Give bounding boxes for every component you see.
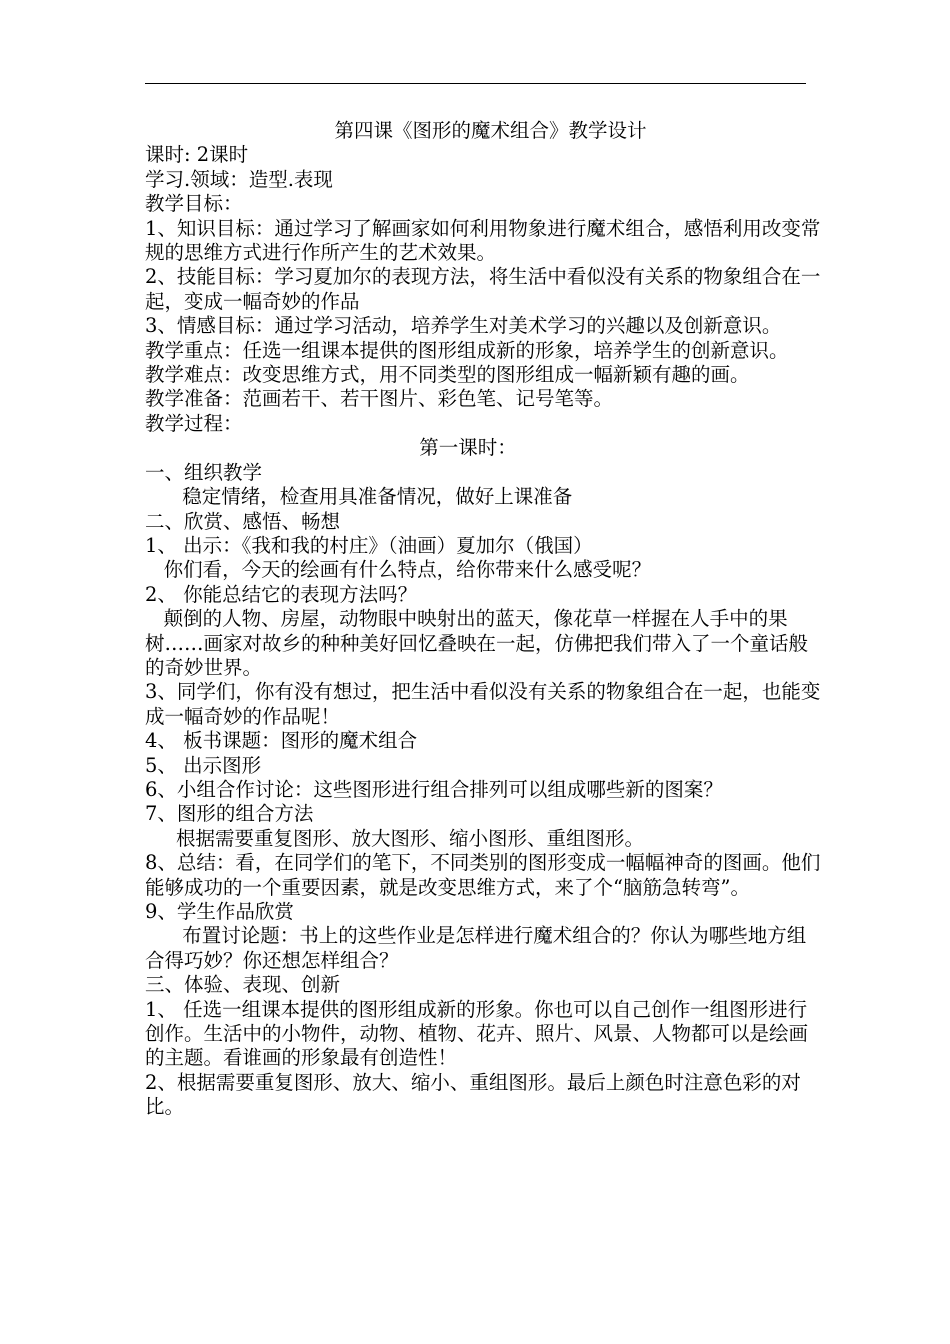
step-2-description: 颠倒的人物、房屋，动物眼中映射出的蓝天，像花草一样握在人手中的果树……画家对故乡的种种美好回忆叠映在一起，仿佛把我们带入了一个童话般的奇妙世界。 — [145, 607, 809, 679]
lesson-heading: 第一课时： — [419, 436, 517, 460]
step-5: 5、 出示图形 — [145, 753, 262, 777]
header-rule — [145, 83, 806, 84]
skill-goal: 2、技能目标：学习夏加尔的表现方法，将生活中看似没有关系的物象组合在一起，变成一幅奇妙的作品 — [145, 265, 821, 313]
section-1-text: 稳定情绪，检查用具准备情况，做好上课准备 — [145, 485, 573, 509]
step-8: 8、总结：看，在同学们的笔下，不同类别的图形变成一幅幅神奇的图画。他们能够成功的一个重要因素，就是改变思维方式，来了个“脑筋急转弯”。 — [145, 851, 821, 899]
section-3-step-2: 2、根据需要重复图形、放大、缩小、重组图形。最后上颜色时注意色彩的对比。 — [145, 1070, 801, 1119]
section-1-heading: 一、组织教学 — [145, 460, 263, 484]
learning-domain: 学习.领域：造型.表现 — [145, 167, 333, 191]
step-6: 6、小组合作讨论：这些图形进行组合排列可以组成哪些新的图案？ — [145, 777, 723, 801]
teaching-process-heading: 教学过程： — [145, 411, 243, 435]
teaching-preparation: 教学准备：范画若干、若干图片、彩色笔、记号笔等。 — [145, 387, 614, 411]
step-1: 1、 出示：《我和我的村庄》（油画）夏加尔（俄国） — [145, 533, 593, 557]
step-4: 4、 板书课题：图形的魔术组合 — [145, 729, 418, 753]
step-9-discussion: 布置讨论题：书上的这些作业是怎样进行魔术组合的？你认为哪些地方组合得巧妙？你还想怎样组合？ — [145, 924, 807, 972]
knowledge-goal: 1、知识目标：通过学习了解画家如何利用物象进行魔术组合，感悟利用改变常规的思维方式进行作所产生的艺术效果。 — [145, 216, 821, 265]
document-title: 第四课《图形的魔术组合》教学设计 — [334, 119, 647, 142]
document-body — [145, 119, 821, 1120]
teaching-focus: 教学重点：任选一组课本提供的图形组成新的形象，培养学生的创新意识。 — [145, 338, 789, 362]
step-7-method: 根据需要重复图形、放大图形、缩小图形、重组图形。 — [145, 826, 645, 850]
step-9: 9、学生作品欣赏 — [145, 900, 294, 923]
section-3-step-1: 1、 任选一组课本提供的图形组成新的形象。你也可以自己创作一组图形进行创作。生活中的小物件，动物、植物、花卉、照片、风景、人物都可以是绘画的主题。看谁画的形象最有创造性！ — [145, 997, 809, 1070]
step-1-question: 你们看，今天的绘画有什么特点，给你带来什么感受呢？ — [145, 558, 652, 582]
teaching-goals-heading: 教学目标： — [145, 192, 243, 216]
emotion-goal: 3、情感目标：通过学习活动，培养学生对美术学习的兴趣以及创新意识。 — [145, 314, 782, 338]
step-7: 7、图形的组合方法 — [145, 802, 314, 826]
section-3-heading: 三、体验、表现、创新 — [145, 973, 341, 997]
section-2-heading: 二、欣赏、感悟、畅想 — [145, 509, 341, 533]
step-2: 2、 你能总结它的表现方法吗？ — [145, 582, 418, 606]
step-3: 3、同学们，你有没有想过，把生活中看似没有关系的物象组合在一起，也能变成一幅奇妙的作品呢！ — [145, 680, 821, 728]
teaching-difficulty: 教学难点：改变思维方式，用不同类型的图形组成一幅新颖有趣的画。 — [145, 363, 750, 387]
class-hours: 课时: 2课时 — [145, 143, 249, 167]
